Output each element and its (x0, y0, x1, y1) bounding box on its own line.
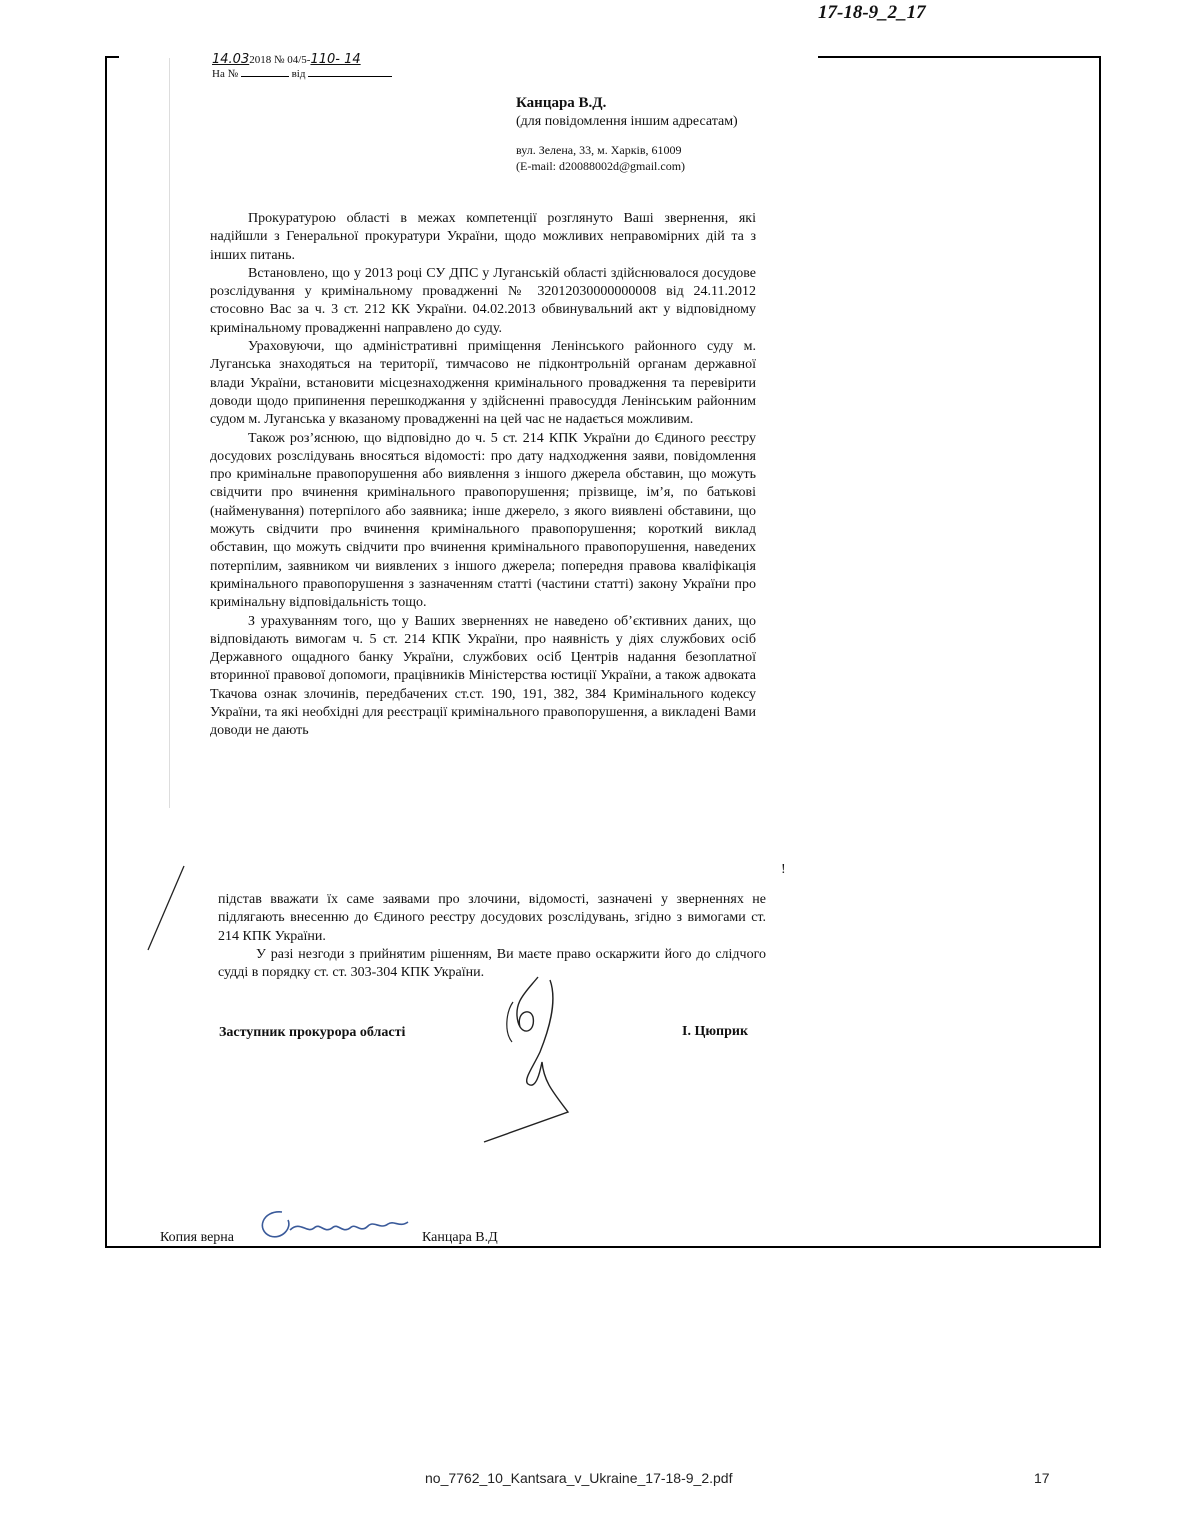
addressee-email: (E-mail: d20088002d@gmail.com) (516, 159, 686, 173)
paragraph: Встановлено, що у 2013 році СУ ДПС у Луганській області здійснювалося досудове розслідування у кримінальному провадженні № 32012030000000008 від 24.11.2012 стосовно Вас за ч. 3 ст. 212 КК України. 04.02.2013 обвинувальний акт у відповідному кримінальному провадженні направлено до суду. (210, 265, 756, 336)
reference-date-blank (308, 67, 392, 77)
registration-block (212, 53, 392, 81)
footer-page-number: 17 (1034, 1470, 1050, 1486)
addressee-street: вул. Зелена, 33, м. Харків, 61009 (516, 143, 682, 157)
paragraph: З урахуванням того, що у Ваших зверненнях не наведено об’єктивних даних, що відповідають вимогам ч. 5 ст. 214 КПК України, про наявність у діях службових осіб Державного ощадного банку України, службових осіб Центрів надання безоплатної вторинної правової допомоги, працівників Міністерства юстиції України, а також адвоката Ткачова ознак злочинів, передбачених ст.ст. 190, 191, 382, 384 Кримінального кодексу України, та які необхідні для реєстрації кримінального правопорушення, а викладені Вами доводи не дають (210, 613, 756, 739)
copy-certification-label: Копия верна (160, 1230, 235, 1245)
letter-body-part2 (218, 891, 766, 982)
paragraph: підстав вважати їх саме заявами про злочини, відомості, зазначені у зверненнях не підлягають внесенню до Єдиного реєстру досудових розслідувань, згідно з вимогами ст. 214 КПК України. (218, 892, 766, 944)
copy-signature (252, 1200, 417, 1245)
registration-number: 110- 14 (310, 52, 361, 67)
document-id: 17-18-9_2_17 (818, 2, 926, 23)
paragraph: Прокуратурою області в межах компетенції розглянуто Ваші звернення, які надійшли з Генеральної прокуратури України, щодо можливих неправомірних дій та з інших питань. (210, 211, 756, 263)
registration-number-line (212, 53, 392, 67)
signatory-name: І. Цюприк (682, 1024, 749, 1039)
registration-year: 2018 № 04/5- (249, 54, 311, 66)
paragraph: Також роз’яснюю, що відповідно до ч. 5 ст. 214 КПК України до Єдиного реєстру досудових розслідувань вносяться відомості: про дату надходження заяви, повідомлення про кримінальне правопорушення або виявлення з іншого джерела обставин, що можуть свідчити про вчинення кримінального правопорушення; прізвище, ім’я, по батькові (найменування) потерпілого або заявника; інше джерело, з якого виявлені обставини, що можуть свідчити про вчинення кримінального правопорушення; короткий виклад обставин, що можуть свідчити про вчинення кримінального правопорушення, наведених потерпілим, заявником чи виявлених з іншого джерела; попередня правова кваліфікація кримінального правопорушення з зазначенням статті (частини статті) закону України про кримінальну відповідальність тощо. (210, 430, 756, 611)
signatory-title: Заступник прокурора області (219, 1025, 406, 1040)
addressee-note: (для повідомлення іншим адресатам) (516, 114, 738, 129)
reference-blank (241, 67, 289, 77)
addressee-block (516, 95, 738, 174)
registration-date: 14.03 (212, 52, 250, 67)
letter-body-part1 (210, 210, 756, 741)
paragraph: У разі незгоди з прийнятим рішенням, Ви маєте право оскаржити його до слідчого судді в порядку ст. ст. 303-304 КПК України. (218, 946, 766, 981)
handwritten-signature (478, 972, 588, 1147)
reference-line (212, 67, 392, 81)
reference-from-label: від (291, 68, 306, 80)
paragraph: Ураховуючи, що адміністративні приміщення Ленінського районного суду м. Луганська знаходяться на території, тимчасово не підконтрольній органам державної влади України, встановити місцезнаходження кримінального провадження та перевірити доводи щодо припинення перешкоджання у здійсненні правосуддя Ленінським районним судом м. Луганська у вказаному провадженні на цей час не надається можливим. (210, 339, 756, 428)
footer-filename: no_7762_10_Kantsara_v_Ukraine_17-18-9_2.pdf (425, 1470, 733, 1486)
scan-dot-mark: ! (781, 862, 786, 877)
addressee-name: Канцара В.Д. (516, 95, 607, 111)
reference-label: На № (212, 68, 239, 80)
copy-certification-name: Канцара В.Д (422, 1230, 498, 1245)
scan-edge (169, 58, 170, 808)
scan-stroke-mark (146, 864, 186, 954)
